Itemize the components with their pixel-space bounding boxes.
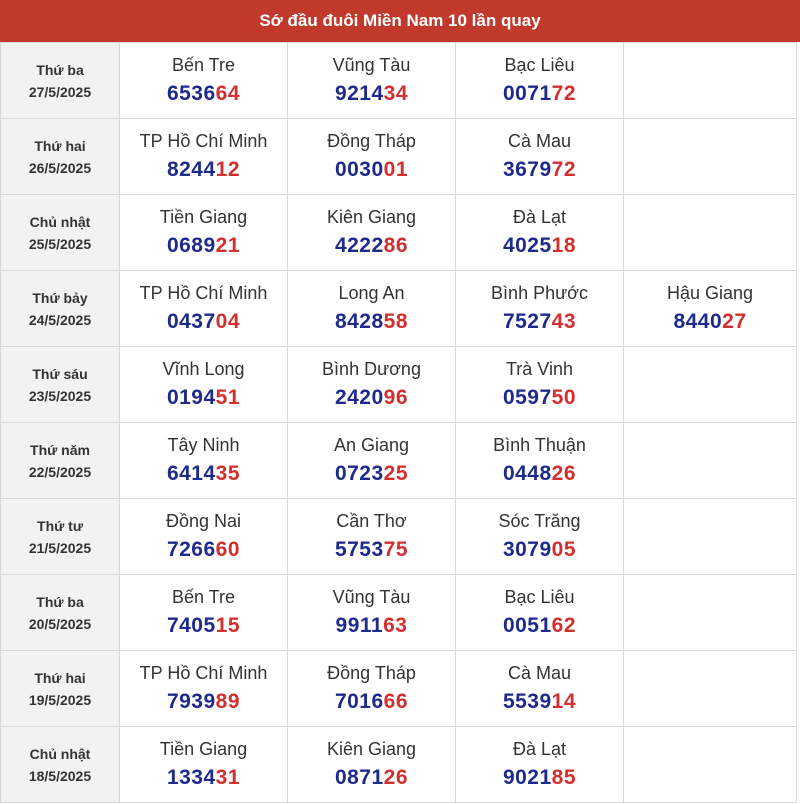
lottery-number [288,538,455,562]
number-tail-digits: 89 [215,690,241,713]
lottery-number [456,538,623,562]
number-tail-digits: 35 [215,462,241,485]
lottery-number [120,158,287,182]
province-name: TP Hồ Chí Minh [139,131,268,151]
draw-date-cell [1,43,120,119]
result-cell [288,195,456,271]
draw-date-cell [1,651,120,727]
lottery-number [120,234,287,258]
province-name: Đồng Tháp [327,663,416,683]
result-cell [624,271,797,347]
draw-date: 19/5/2025 [28,691,92,708]
province-name: Kiên Giang [326,207,417,227]
number-head-digits: 0597 [502,386,552,409]
table-row [1,499,797,575]
result-cell [120,271,288,347]
number-tail-digits: 64 [215,82,241,105]
province-name: Tiền Giang [159,739,248,759]
lottery-number [624,310,796,334]
number-tail-digits: 27 [722,310,747,333]
lottery-number [288,614,455,638]
number-head-digits: 0437 [166,310,216,333]
province-name: An Giang [333,435,410,455]
province-name: Kiên Giang [326,739,417,759]
table-title: Sớ đầu đuôi Miền Nam 10 lần quay [0,0,800,42]
lottery-number [120,386,287,410]
empty-cell [624,651,797,727]
weekday-label: Thứ ba [36,593,84,610]
number-tail-digits: 12 [215,158,241,181]
result-cell [288,43,456,119]
result-cell [288,119,456,195]
result-cell [456,727,624,803]
table-row [1,727,797,803]
number-head-digits: 0051 [502,614,552,637]
result-cell [456,347,624,423]
empty-cell [624,575,797,651]
province-name: Tây Ninh [167,435,240,455]
province-name: Bến Tre [171,55,236,75]
number-tail-digits: 63 [383,614,408,637]
number-tail-digits: 34 [383,82,409,105]
lottery-number [120,82,287,106]
result-cell [456,651,624,727]
province-name: Trà Vinh [505,359,574,379]
province-name: Đà Lạt [512,207,567,227]
result-cell [456,195,624,271]
number-tail-digits: 26 [383,766,409,789]
number-tail-digits: 66 [383,690,409,713]
weekday-label: Thứ hai [34,137,86,154]
table-row [1,651,797,727]
number-tail-digits: 31 [215,766,241,789]
lottery-number [120,766,287,790]
table-row [1,119,797,195]
result-cell [120,347,288,423]
number-tail-digits: 14 [551,690,577,713]
weekday-label: Thứ năm [30,441,90,458]
number-tail-digits: 96 [383,386,409,409]
results-table [0,42,797,803]
lottery-number [120,310,287,334]
province-name: Long An [338,283,405,303]
number-head-digits: 9214 [334,82,384,105]
number-head-digits: 9911 [335,614,384,637]
lottery-number [288,386,455,410]
province-name: Đồng Tháp [327,131,416,151]
province-name: Bạc Liêu [504,55,575,75]
number-tail-digits: 58 [383,310,409,333]
number-tail-digits: 05 [551,538,577,561]
draw-date: 26/5/2025 [28,159,92,176]
lottery-number [288,766,455,790]
empty-cell [624,195,797,271]
lottery-number [288,690,455,714]
weekday-label: Thứ ba [36,61,84,78]
number-head-digits: 7266 [166,538,216,561]
draw-date: 25/5/2025 [28,235,92,252]
province-name: TP Hồ Chí Minh [139,283,268,303]
lottery-number [120,462,287,486]
number-tail-digits: 43 [551,310,577,333]
result-cell [456,575,624,651]
number-tail-digits: 15 [215,614,241,637]
number-tail-digits: 26 [551,462,577,485]
result-cell [120,119,288,195]
lottery-number [288,310,455,334]
result-cell [288,271,456,347]
result-cell [456,499,624,575]
number-tail-digits: 75 [383,538,409,561]
lottery-number [456,766,623,790]
number-head-digits: 0723 [334,462,384,485]
result-cell [120,727,288,803]
empty-cell [624,727,797,803]
result-cell [120,195,288,271]
province-name: Sóc Trăng [498,511,581,531]
province-name: Bến Tre [171,587,236,607]
lottery-number [456,462,623,486]
weekday-label: Chủ nhật [29,213,91,230]
province-name: Vũng Tàu [332,55,411,75]
number-head-digits: 0871 [334,766,384,789]
draw-date: 24/5/2025 [28,311,92,328]
lottery-number [288,158,455,182]
result-cell [288,651,456,727]
result-cell [456,43,624,119]
empty-cell [624,499,797,575]
number-tail-digits: 51 [215,386,241,409]
number-tail-digits: 72 [551,158,577,181]
results-table-body [1,43,797,803]
province-name: Cà Mau [507,131,572,151]
result-cell [120,423,288,499]
table-row [1,347,797,423]
number-head-digits: 7527 [502,310,552,333]
lottery-number [456,690,623,714]
number-head-digits: 2420 [334,386,384,409]
lottery-number [120,690,287,714]
table-row [1,195,797,271]
draw-date-cell [1,727,120,803]
result-cell [120,499,288,575]
result-cell [120,43,288,119]
draw-date-cell [1,119,120,195]
weekday-label: Thứ tư [37,517,83,534]
table-row [1,575,797,651]
number-head-digits: 3679 [502,158,552,181]
province-name: TP Hồ Chí Minh [139,663,268,683]
lottery-number [288,462,455,486]
weekday-label: Thứ hai [34,669,86,686]
lottery-number [288,82,455,106]
number-head-digits: 7405 [166,614,216,637]
draw-date-cell [1,347,120,423]
empty-cell [624,423,797,499]
number-tail-digits: 04 [215,310,241,333]
empty-cell [624,43,797,119]
number-head-digits: 1334 [166,766,216,789]
result-cell [120,575,288,651]
weekday-label: Thứ bảy [32,289,88,306]
draw-date-cell [1,499,120,575]
number-tail-digits: 21 [215,234,241,257]
result-cell [456,423,624,499]
number-head-digits: 7939 [166,690,216,713]
lottery-number [120,538,287,562]
weekday-label: Chủ nhật [29,745,91,762]
draw-date: 27/5/2025 [28,83,92,100]
lottery-number [288,234,455,258]
result-cell [456,119,624,195]
result-cell [288,575,456,651]
number-head-digits: 0194 [166,386,216,409]
province-name: Hậu Giang [666,283,754,303]
lottery-number [456,158,623,182]
province-name: Vũng Tàu [332,587,411,607]
lottery-number [456,82,623,106]
number-head-digits: 9021 [502,766,552,789]
province-name: Cà Mau [507,663,572,683]
province-name: Đồng Nai [165,511,242,531]
empty-cell [624,119,797,195]
result-cell [120,651,288,727]
number-head-digits: 7016 [334,690,384,713]
province-name: Bình Phước [491,283,588,303]
number-head-digits: 4222 [334,234,384,257]
number-tail-digits: 18 [551,234,577,257]
number-tail-digits: 85 [551,766,577,789]
province-name: Bình Dương [322,359,421,379]
number-tail-digits: 60 [215,538,241,561]
table-row [1,271,797,347]
number-head-digits: 6536 [166,82,216,105]
number-head-digits: 8244 [166,158,216,181]
draw-date-cell [1,423,120,499]
result-cell [288,499,456,575]
empty-cell [624,347,797,423]
draw-date: 21/5/2025 [28,539,92,556]
province-name: Vĩnh Long [162,359,245,379]
number-head-digits: 5753 [334,538,384,561]
province-name: Đà Lạt [512,739,567,759]
number-head-digits: 0689 [166,234,216,257]
lottery-number [456,386,623,410]
table-row [1,43,797,119]
draw-date-cell [1,195,120,271]
draw-date: 20/5/2025 [28,615,92,632]
number-head-digits: 4025 [502,234,552,257]
number-head-digits: 6414 [166,462,216,485]
number-head-digits: 5539 [502,690,552,713]
draw-date: 23/5/2025 [28,387,92,404]
result-cell [288,423,456,499]
number-tail-digits: 72 [551,82,577,105]
number-head-digits: 0071 [502,82,552,105]
number-tail-digits: 25 [383,462,409,485]
number-head-digits: 8440 [673,310,723,333]
draw-date-cell [1,575,120,651]
draw-date: 18/5/2025 [28,767,92,784]
draw-date-cell [1,271,120,347]
number-tail-digits: 50 [551,386,577,409]
lottery-number [456,310,623,334]
number-head-digits: 3079 [502,538,552,561]
province-name: Tiền Giang [159,207,248,227]
table-row [1,423,797,499]
result-cell [288,347,456,423]
lottery-number [456,234,623,258]
result-cell [288,727,456,803]
number-head-digits: 8428 [334,310,384,333]
lottery-number [456,614,623,638]
number-tail-digits: 86 [383,234,409,257]
lottery-number [120,614,287,638]
draw-date: 22/5/2025 [28,463,92,480]
province-name: Cần Thơ [336,511,407,531]
number-head-digits: 0030 [334,158,384,181]
number-tail-digits: 01 [383,158,409,181]
weekday-label: Thứ sáu [32,365,88,382]
province-name: Bạc Liêu [504,587,575,607]
result-cell [456,271,624,347]
number-head-digits: 0448 [502,462,552,485]
number-tail-digits: 62 [551,614,577,637]
province-name: Bình Thuận [493,435,586,455]
